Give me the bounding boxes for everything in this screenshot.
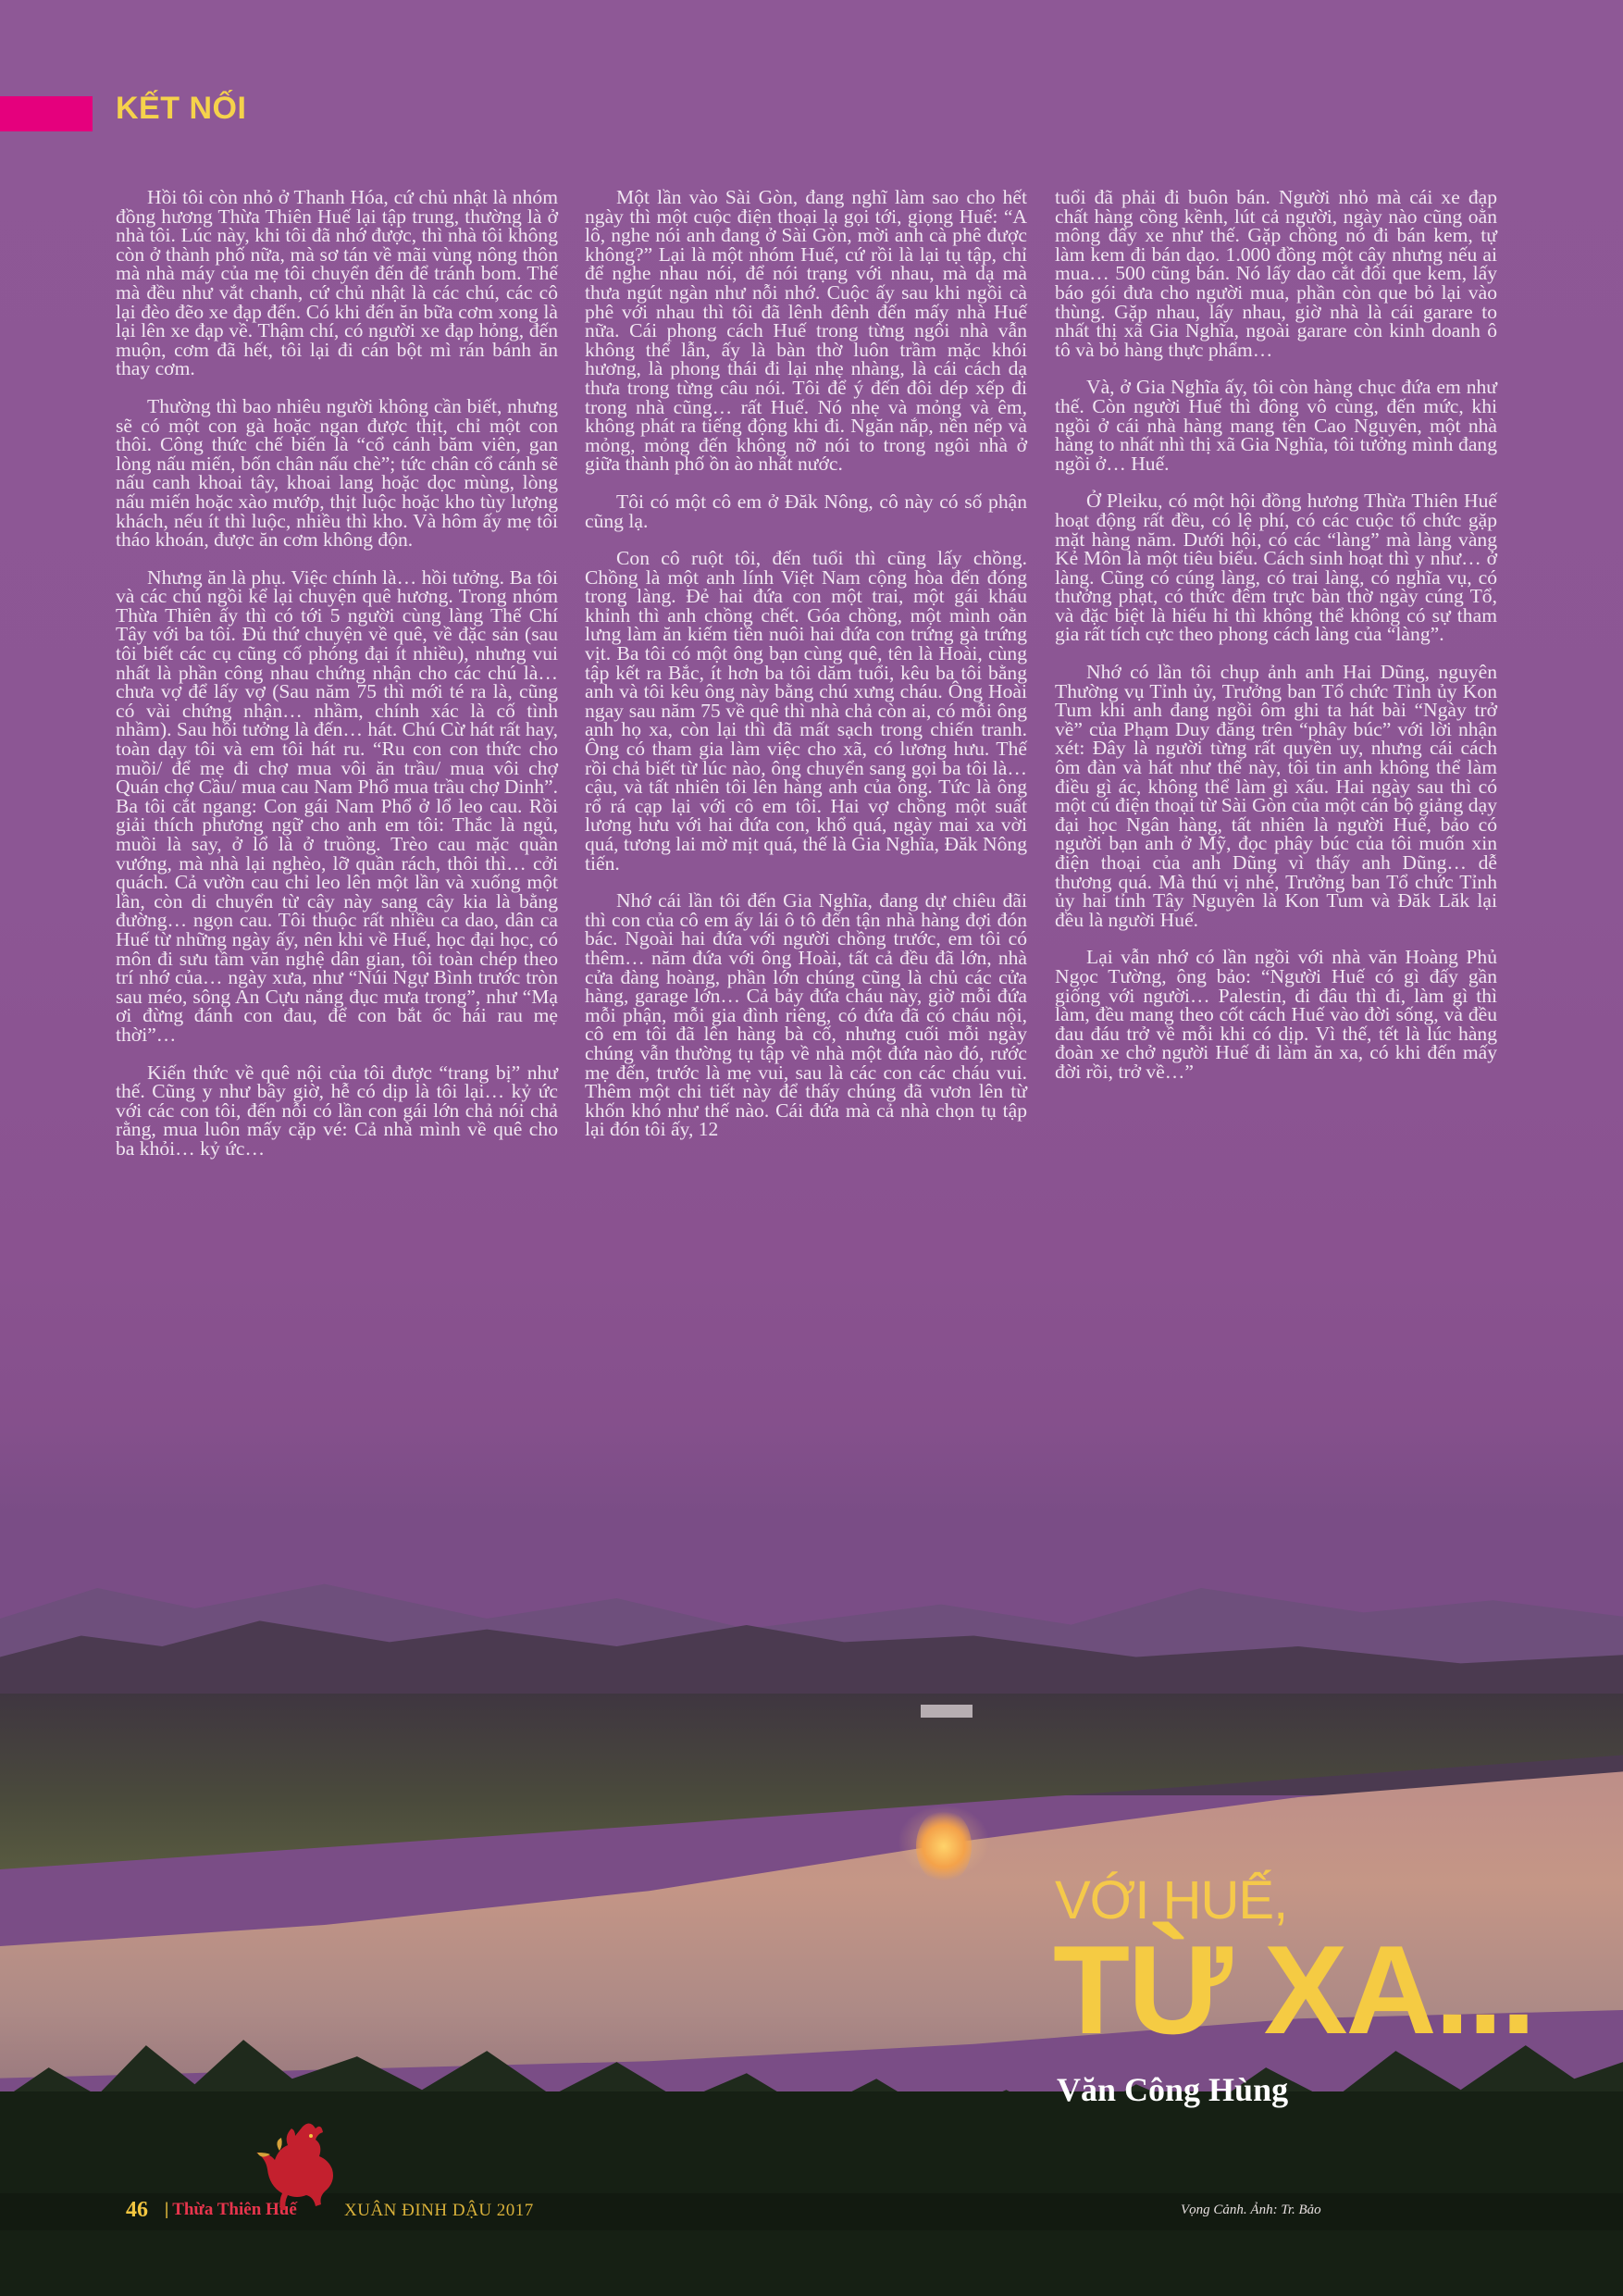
paragraph: Con cô ruột tôi, đến tuổi thì cũng lấy chồng. Chồng là một anh lính Việt Nam cộng hòa đến đóng trong làng. Đẻ hai đứa con một trai, một gái kháu khỉnh thì anh chồng chết. Góa chồng, một mình oằn lưng làm ăn kiếm tiền nuôi hai đứa con trứng gà trứng vịt. Ba tôi có một ông bạn cùng quê, tên là Hoài, cùng tập kết ra Bắc, ít hơn ba tôi dăm tuổi, kêu ba tôi bằng anh và tôi kêu ông này bằng chú xưng cháu. Ông Hoài ngay sau năm 75 về quê thì nhà chả còn ai, có mỗi ông anh họ xa, còn lại thì đã mất sạch trong chiến tranh. Ông có tham gia làm việc cho xã, có lương hưu. Thế rồi chả biết từ lúc nào, ông chuyển sang gọi ba tôi là… cậu, và tất nhiên tôi lên hàng anh của ông. Tức là ông rổ rá cạp lại với cô em tôi. Hai vợ chồng một suất lương hưu với hai đứa con, khổ quá, ngày mai xa vời quá, tương lai mờ mịt quá, thế là Gia Nghĩa, Đăk Nông tiến.: [585, 547, 1027, 875]
paragraph: Nhưng ăn là phụ. Việc chính là… hồi tưởng. Ba tôi và các chú ngồi kể lại chuyện quê hương. Trong nhóm Thừa Thiên ấy thì có tới 5 người cùng làng Thế Chí Tây với ba tôi. Đủ thứ chuyện về quê, về đặc sản (sau tôi biết các cụ cũng cố phóng đại ít nhiều), nhưng vui nhất là phần công nhau chứng nhận cho các chú là… chưa vợ để lấy vợ (Sau năm 75 thì mới té ra là, cũng có vài chứng nhận… nhầm, chính xác là cố tình nhầm). Sau hồi tưởng là đến… hát. Chú Cừ hát rất hay, toàn dạy tôi và em tôi hát ru. “Ru con con thức cho muồi/ để mẹ đi chợ mua vôi ăn trầu/ mua vôi chợ Quán chợ Cầu/ mua cau Nam Phổ mua trầu chợ Dinh”. Ba tôi cắt ngang: Con gái Nam Phổ ở lổ leo cau. Rồi giải thích phương ngữ cho anh em tôi: Thắc là ngủ, muồi là say, ở lổ là ở truồng. Trèo cau mặc quần vướng, mà nhà lại nghèo, lỡ quần rách, thôi thì… cởi quách. Cả vườn cau chỉ leo lên một lần và xuống một lần, còn di chuyển từ cây này sang cây kia là bằng đường… ngọn cau. Tôi thuộc rất nhiều ca dao, dân ca Huế từ những ngày ấy, nên khi về Huế, học đại học, có môn đi sưu tầm văn nghệ dân gian, tôi toàn chép theo trí nhớ của… ngày xưa, như “Núi Ngự Bình trước tròn sau méo, sông An Cựu nắng đục mưa trong”, như “Mạ ơi đừng đánh con đau, để con bắt ốc hái rau mẹ thời”…: [116, 565, 558, 1046]
magazine-name-text: Thừa Thiên Huế: [172, 2200, 297, 2219]
author-byline: Văn Công Hùng: [1057, 2071, 1289, 2108]
paragraph: Và, ở Gia Nghĩa ấy, tôi còn hàng chục đứa em như thế. Còn người Huế thì đông vô cùng, đến mức, khi ngồi ở cái nhà hàng mang tên Cao Nguyên, một nhà hàng to nhất nhì thị xã Gia Nghĩa, tôi tưởng mình đang ngồi ở… Huế.: [1055, 376, 1497, 475]
paragraph: Tôi có một cô em ở Đăk Nông, cô này có số phận cũng lạ.: [585, 490, 1027, 532]
riverside-building: [921, 1705, 973, 1718]
section-kicker: KẾT NỐI: [116, 91, 247, 126]
paragraph: Một lần vào Sài Gòn, đang nghĩ làm sao cho hết ngày thì một cuộc điện thoại lạ gọi tới, giọng Huế: “A lô, nghe nói anh đang ở Sài Gòn, mời anh cà phê được không?” Lại là một nhóm Huế, cứ rồi là lại tụ tập, chỉ để nghe nhau nói, để nói trạng với nhau, mà dạ mà thưa ngút ngàn như nỗi nhớ. Cuộc ấy sau khi ngồi cà phê với nhau thì tôi đã lênh đênh đến mấy nhà Huế nữa. Cái phong cách Huế trong từng ngôi nhà vẫn không thể lẫn, ấy là bàn thờ luôn trầm mặc khói hương, là phong thái đi lại nhẹ nhàng, là cái cách dạ thưa trong từng câu nói. Tôi để ý đến đôi dép xếp đi trong nhà cũng… rất Huế. Nó nhẹ và mỏng và êm, không phát ra tiếng động khi đi. Ngăn nắp, nền nếp và mỏng, mỏng đến không nỡ nói to trong ngôi nhà ở giữa thành phố ồn ào nhất nước.: [585, 186, 1027, 476]
section-marker: [0, 96, 93, 131]
paragraph: Kiến thức về quê nội của tôi được “trang bị” như thế. Cũng y như bây giờ, hễ có dịp là tôi lại… kỷ ức với các con tôi, đến nỗi có lần con gái lớn chả nói chả rằng, mua luôn mấy cặp vé: Cả nhà mình về quê cho ba khỏi… kỷ ức…: [116, 1061, 558, 1160]
paragraph: tuổi đã phải đi buôn bán. Người nhỏ mà cái xe đạp chất hàng cồng kềnh, lút cả người, ngày nào cũng oằn mông đẩy xe như thế. Gặp chồng nó đi bán kem, tự làm kem đi bán dạo. 1.000 đồng một cây nhưng nếu ai mua… 500 cũng bán. Nó lấy dao cắt đôi que kem, lấy báo gói đưa cho người mua, phần còn que bỏ lại vào thùng. Gặp nhau, lấy nhau, giờ nhà là cái garare to nhất thị xã Gia Nghĩa, ngoài garare còn kinh doanh ô tô và bỏ hàng thực phẩm…: [1055, 186, 1497, 361]
paragraph: Nhớ có lần tôi chụp ảnh anh Hai Dũng, nguyên Thường vụ Tỉnh ủy, Trưởng ban Tổ chức Tỉnh ủy Kon Tum khi anh đang ngồi ôm ghi ta hát bài “Ngày trở về” của Phạm Duy đăng trên “phây búc” với lời nhận xét: Đây là người từng rất quyền uy, nhưng cái cách ôm đàn và hát như thế này, tôi tin anh không thể làm điều gì ác, không thể làm gì xấu. Hai ngày sau thì có một cú điện thoại từ Sài Gòn của một cán bộ giảng dạy đại học Ngân hàng, tất nhiên là người Huế, bảo có người bạn anh ở Mỹ, đọc phây búc của tôi muốn xin điện thoại của anh Dũng vì thấy anh Dũng… dễ thương quá. Mà thú vị nhé, Trưởng ban Tổ chức Tỉnh ủy hai tỉnh Tây Nguyên là Kon Tum và Đăk Lăk lại đều là người Huế.: [1055, 661, 1497, 931]
landscape-photo: [0, 1499, 1623, 2296]
rooster-icon: [252, 2117, 344, 2219]
paragraph: Nhớ cái lần tôi đến Gia Nghĩa, đang dự chiêu đãi thì con của cô em ấy lái ô tô đến tận nhà hàng đợi đón bác. Ngoài hai đứa với người chồng trước, em tôi có thêm… năm đứa với ông Hoài, tất cả đều đã lớn, nhà cửa đàng hoàng, phần lớn chúng cũng là chủ các cửa hàng, garage lớn… Cả bảy đứa cháu này, giờ mỗi đứa mỗi phận, mỗi gia đình riêng, có đứa đã có cháu nội, cô em tôi đã lên hàng bà cố, nhưng cuối mỗi ngày chúng vẫn thường tụ tập về nhà một đứa nào đó, rước mẹ đến, trước là mẹ vui, sau là các con các cháu vui. Thêm một chi tiết này để thấy chúng đã vươn lên từ khốn khó như thế nào. Cái đứa mà cả nhà chọn tụ tập lại đón tôi ấy, 12: [585, 889, 1027, 1141]
issue-label: XUÂN ĐINH DẬU 2017: [344, 2201, 534, 2220]
article-column-2: [585, 188, 1027, 1158]
paragraph: Ở Pleiku, có một hội đồng hương Thừa Thiên Huế hoạt động rất đều, có lệ phí, có các cuộc tổ chức gặp mặt hàng năm. Dưới hội, có các “làng” mà làng vàng Kẻ Môn là một tiêu biểu. Cách sinh hoạt thì y như… ở làng. Cũng có cúng làng, có trai làng, có nghĩa vụ, có thưởng phạt, có thức đêm trực bàn thờ ngày cúng Tổ, và đặc biệt là hiếu hỉ thì không thể không có sự tham gia rất tích cực theo phong cách làng của “làng”.: [1055, 490, 1497, 646]
article-title-line-1: VỚI HUẾ,: [1055, 1870, 1288, 1930]
page-number: 46: [126, 2198, 148, 2222]
article-column-1: [116, 188, 558, 1177]
photo-caption: Vọng Cảnh. Ảnh: Tr. Bảo: [1181, 2203, 1321, 2217]
article-title-line-2: TỪ XA...: [1053, 1919, 1534, 2060]
paragraph: Thường thì bao nhiêu người không cần biết, nhưng sẽ có một con gà hoặc ngan được thịt, chỉ một con thôi. Công thức chế biến là “cổ cánh băm viên, gan lòng nấu miến, bốn chân nấu chè”; tức chân cổ cánh sẽ nấu canh khoai tây, khoai lang hoặc dọc mùng, lòng nấu miến hoặc xào mướp, thịt luộc hoặc kho tùy lượng khách, nếu ít thì luộc, nhiều thì kho. Và hôm ấy mẹ tôi tháo khoán, được ăn cơm không độn.: [116, 394, 558, 552]
magazine-name: | Thừa Thiên Huế: [165, 2200, 297, 2219]
paragraph: Lại vẫn nhớ có lần ngồi với nhà văn Hoàng Phủ Ngọc Tường, ông bảo: “Người Huế có gì đấy gần giống với người… Palestin, đi đâu thì đi, làm gì thì làm, đều mang theo cốt cách Huế vào đời sống, và đều đau đáu trở về mỗi khi có dịp. Vì thế, tết là lúc hàng đoàn xe chở người Huế đi làm ăn xa, có khi đến mấy đời rồi, trở về…”: [1055, 946, 1497, 1083]
article-column-3: [1055, 188, 1497, 1100]
sun: [916, 1809, 972, 1883]
paragraph: Hồi tôi còn nhỏ ở Thanh Hóa, cứ chủ nhật là nhóm đồng hương Thừa Thiên Huế lại tập trung, thường là ở nhà tôi. Lúc này, khi tôi đã nhớ được, thì nhà tôi không còn ở thành phố nữa, mà sơ tán về mãi vùng nông thôn mà nhà máy của mẹ tôi chuyển đến để tránh bom. Thế mà đều như vắt chanh, cứ chủ nhật là các chú, các cô lại đèo đẽo xe đạp đến. Có khi đến ăn bữa cơm xong là lại lên xe đạp về. Thậm chí, có người xe đạp hỏng, đến muộn, cơm đã hết, tôi lại đi cán bột mì rán bánh ăn thay cơm.: [116, 186, 558, 380]
